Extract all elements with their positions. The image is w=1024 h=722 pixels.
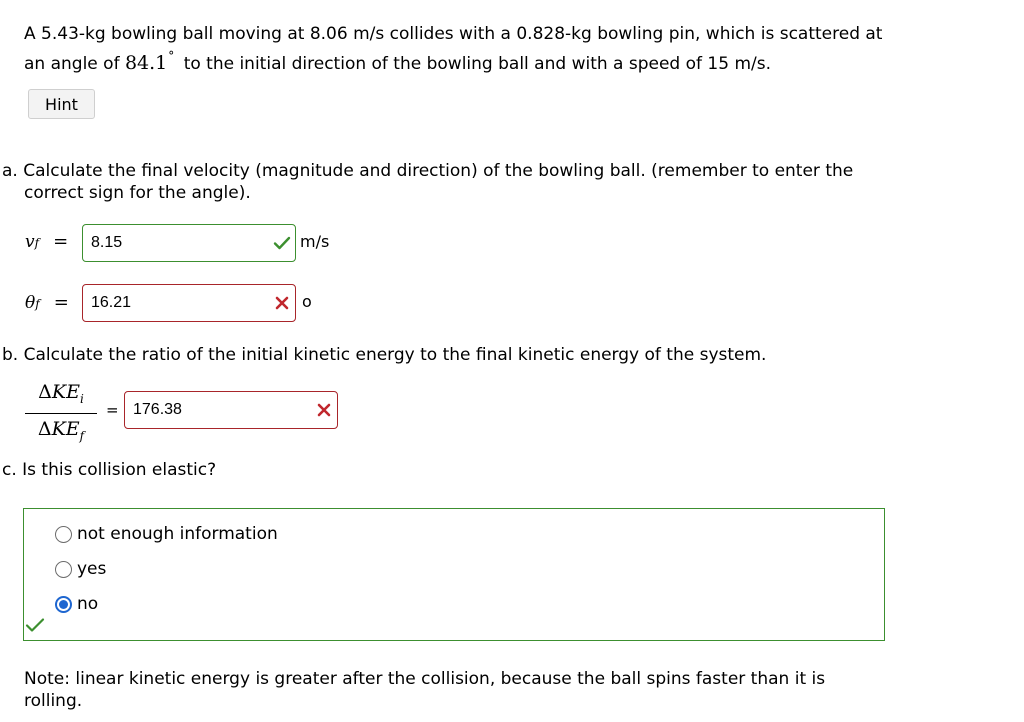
- ke-ratio-equals: =: [106, 401, 119, 419]
- theta-unit: o: [302, 292, 312, 311]
- note-line-1: Note: linear kinetic energy is greater after the collision, because the ball spins faster than it is: [24, 669, 826, 689]
- option-no[interactable]: [55, 593, 98, 615]
- problem-text-prefix: an angle of: [24, 54, 120, 74]
- problem-statement-line-2: [24, 45, 771, 75]
- ke-ratio-answer-box: [124, 391, 338, 429]
- hint-button[interactable]: Hint: [28, 89, 95, 119]
- vf-label: [25, 231, 68, 255]
- part-b-question: b. Calculate the ratio of the initial kinetic energy to the final kinetic energy of the system.: [2, 345, 767, 365]
- ke-numerator-delta: Δ: [38, 381, 52, 403]
- theta-symbol: θ: [25, 293, 36, 313]
- degree-symbol: °: [168, 49, 175, 63]
- theta-answer-box: [82, 284, 296, 322]
- ke-ratio-input[interactable]: [125, 392, 314, 428]
- angle-value: 84.1: [124, 52, 168, 74]
- theta-label: [25, 292, 69, 316]
- fraction-bar: [25, 413, 97, 414]
- ke-denominator-ke: KE: [51, 417, 80, 440]
- vf-subscript: f: [34, 236, 40, 250]
- theta-equals: =: [53, 292, 69, 313]
- radio-not-enough-information[interactable]: [55, 526, 72, 543]
- ke-numerator-ke: KE: [51, 381, 80, 403]
- ke-denominator-delta: Δ: [37, 417, 52, 440]
- part-a-question-line-1: a. Calculate the final velocity (magnitude and direction) of the bowling ball. (remember to enter the: [2, 161, 854, 181]
- vf-answer-box: [82, 224, 296, 262]
- ke-denominator-subscript: f: [79, 428, 85, 443]
- check-icon: [272, 233, 292, 253]
- note-line-2: rolling.: [24, 691, 83, 711]
- problem-text-suffix: to the initial direction of the bowling ball and with a speed of 15 m/s.: [183, 54, 771, 74]
- vf-symbol: v: [25, 232, 35, 252]
- vf-unit: m/s: [300, 232, 330, 251]
- ke-numerator: [25, 380, 97, 411]
- ke-denominator: [25, 417, 97, 448]
- vf-input[interactable]: [83, 225, 272, 261]
- part-c-question: c. Is this collision elastic?: [2, 460, 217, 480]
- ke-ratio-fraction: [25, 380, 97, 448]
- option-label[interactable]: yes: [77, 559, 107, 579]
- option-label[interactable]: not enough information: [77, 524, 278, 544]
- part-a-question-line-2: correct sign for the angle).: [24, 183, 251, 203]
- radio-yes[interactable]: [55, 561, 72, 578]
- ke-numerator-subscript: i: [79, 391, 84, 406]
- theta-subscript: f: [35, 297, 40, 311]
- radio-no-selected[interactable]: [55, 596, 72, 613]
- theta-input[interactable]: [83, 285, 272, 321]
- x-icon: [314, 400, 334, 420]
- option-yes[interactable]: [55, 558, 106, 580]
- x-icon: [272, 293, 292, 313]
- problem-statement-line-1: A 5.43-kg bowling ball moving at 8.06 m/s collides with a 0.828-kg bowling pin, which is scattered at: [24, 24, 883, 44]
- option-not-enough-information[interactable]: [55, 523, 278, 545]
- vf-equals: =: [53, 231, 69, 252]
- option-label[interactable]: no: [77, 594, 99, 614]
- check-icon: [25, 617, 45, 633]
